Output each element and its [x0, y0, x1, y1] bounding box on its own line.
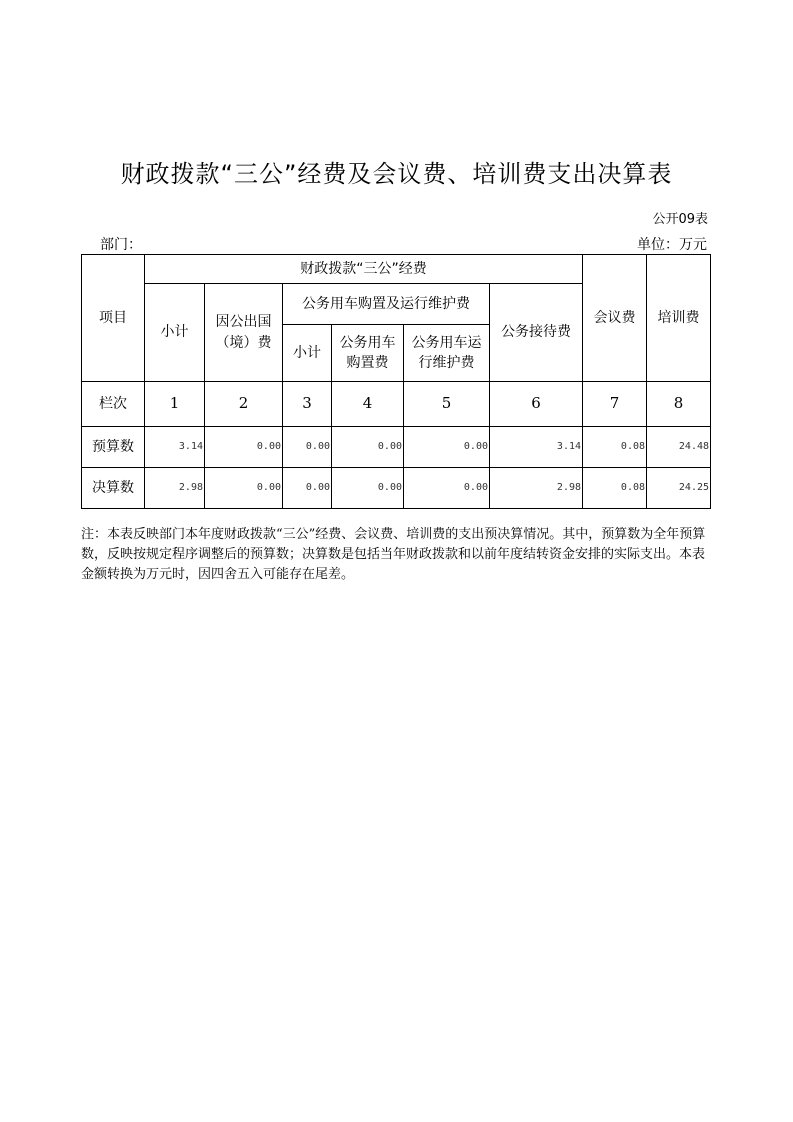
row-label: 预算数 — [82, 427, 145, 468]
index-cell: 6 — [490, 382, 583, 427]
unit-label: 单位：万元 — [637, 237, 707, 253]
table-row-final — [82, 468, 711, 509]
index-cell: 3 — [283, 382, 332, 427]
table-note: 注：本表反映部门本年度财政拨款“三公”经费、会议费、培训费的支出预决算情况。其中，预算数为全年预算数，反映按规定程序调整后的预算数；决算数是包括当年财政拨款和以前年度结转资金安排的实际支出。本表金额转换为万元时，因四舍五入可能存在尾差。 — [81, 527, 706, 582]
index-cell: 8 — [647, 382, 711, 427]
value-cell: 0.00 — [404, 468, 490, 509]
index-cell: 7 — [583, 382, 647, 427]
value-cell: 0.00 — [332, 427, 404, 468]
header-meeting: 会议费 — [583, 255, 647, 382]
value-cell: 0.00 — [205, 468, 283, 509]
department-label: 部门： — [100, 237, 142, 253]
value-cell: 0.00 — [283, 427, 332, 468]
form-number: 公开09表 — [652, 212, 708, 227]
value-cell: 3.14 — [490, 427, 583, 468]
value-cell: 2.98 — [490, 468, 583, 509]
header-vehicle-subtotal: 小计 — [283, 325, 332, 382]
value-cell: 0.00 — [332, 468, 404, 509]
header-vehicle-purchase-line1: 公务用车 — [339, 334, 396, 351]
index-row-label: 栏次 — [82, 382, 145, 427]
header-vehicle-maint-line2: 行维护费 — [418, 355, 475, 371]
index-cell: 1 — [145, 382, 205, 427]
header-abroad-line2: （境）费 — [215, 334, 272, 351]
header-three-public: 财政拨款“三公”经费 — [145, 255, 583, 284]
value-cell: 2.98 — [145, 468, 205, 509]
index-cell: 2 — [205, 382, 283, 427]
row-label: 决算数 — [82, 468, 145, 509]
value-cell: 0.00 — [283, 468, 332, 509]
index-cell: 4 — [332, 382, 404, 427]
header-vehicle: 公务用车购置及运行维护费 — [283, 284, 490, 325]
value-cell: 24.48 — [647, 427, 711, 468]
expenditure-table — [81, 254, 711, 509]
header-subtotal: 小计 — [145, 284, 205, 382]
table-title: 财政拨款“三公”经费及会议费、培训费支出决算表 — [120, 160, 673, 188]
table-row-budget — [82, 427, 711, 468]
header-vehicle-maint-line1: 公务用车运 — [411, 334, 482, 351]
value-cell: 3.14 — [145, 427, 205, 468]
header-abroad-line1: 因公出国 — [215, 314, 272, 331]
header-abroad — [205, 284, 283, 382]
index-cell: 5 — [404, 382, 490, 427]
value-cell: 0.00 — [404, 427, 490, 468]
header-training: 培训费 — [647, 255, 711, 382]
value-cell: 0.08 — [583, 427, 647, 468]
value-cell: 0.08 — [583, 468, 647, 509]
header-reception: 公务接待费 — [490, 284, 583, 382]
value-cell: 24.25 — [647, 468, 711, 509]
header-vehicle-maintenance — [404, 325, 490, 382]
header-item: 项目 — [82, 255, 145, 382]
header-vehicle-purchase-line2: 购置费 — [346, 355, 389, 371]
header-vehicle-purchase — [332, 325, 404, 382]
index-row — [82, 382, 711, 427]
value-cell: 0.00 — [205, 427, 283, 468]
